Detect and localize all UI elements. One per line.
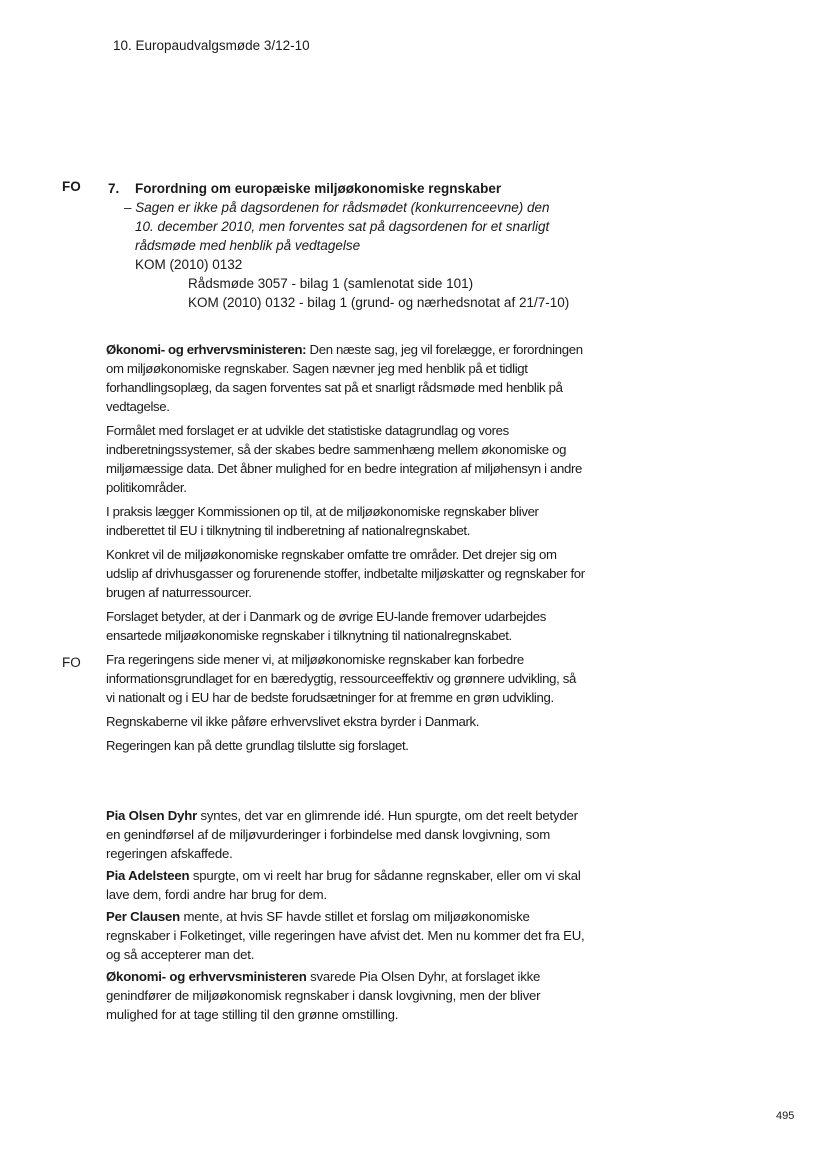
discussion-text: svarede Pia Olsen Dyhr, at forslaget ikke genindfører de miljøøkonomisk regnskaber i dansk lovgivning, men der bliver mulighed for at tage stilling til den grønne omstilling. xyxy=(106,969,541,1022)
discussion-text: mente, at hvis SF havde stillet et forslag om miljøøkonomiske regnskaber i Folketinget, ville regeringen have afvist det. Men nu kommer det fra EU, og så accepterer man det. xyxy=(106,909,585,962)
speaker-name: Økonomi- og erhvervsministeren xyxy=(106,969,307,984)
paragraph: Regnskaberne vil ikke påføre erhvervslivet ekstra byrder i Danmark. xyxy=(106,714,480,729)
discussion xyxy=(106,806,586,1027)
discussion-text: spurgte, om vi reelt har brug for sådanne regnskaber, eller om vi skal lave dem, fordi andre har brug for dem. xyxy=(106,868,581,902)
agenda-note-line: – Sagen er ikke på dagsordenen for rådsmødet (konkurrenceevne) den xyxy=(124,200,550,215)
agenda-reference: Rådsmøde 3057 - bilag 1 (samlenotat side 101) xyxy=(188,276,474,291)
agenda-reference: KOM (2010) 0132 - bilag 1 (grund- og nærhedsnotat af 21/7-10) xyxy=(188,295,570,310)
agenda-title xyxy=(108,179,598,198)
paragraph: Forslaget betyder, at der i Danmark og de øvrige EU-lande fremover udarbejdes ensartede miljøøkonomiske regnskaber i tilknytning til nationalregnskabet. xyxy=(106,609,546,643)
paragraph: Fra regeringens side mener vi, at miljøøkonomiske regnskaber kan forbedre informationsgrundlaget for en bæredygtig, ressourceeffektiv og grønnere udvikling, så vi nationalt og i EU har de bedste forudsætninger for at fremme en grøn udvikling. xyxy=(106,652,576,705)
speaker-name: Per Clausen xyxy=(106,909,181,924)
margin-marker-fo: FO xyxy=(62,179,81,194)
discussion-entry xyxy=(106,967,586,1024)
paragraph-text: Den næste sag, jeg vil forelægge, er forordningen om miljøøkonomiske regnskaber. Sagen nævner jeg med henblik på et tidligt forhandlingsoplæg, da sagen forventes sat på et snarligt rådsmøde med henblik på vedtagelse. xyxy=(106,342,583,414)
paragraph: Konkret vil de miljøøkonomiske regnskaber omfatte tre områder. Det drejer sig om udslip af drivhusgasser og forurenende stoffer, indbetalte miljøskatter og regnskaber for brugen af naturressourcer. xyxy=(106,547,585,600)
discussion-entry xyxy=(106,907,586,964)
discussion-entry xyxy=(106,806,586,863)
agenda-note-line: 10. december 2010, men forventes sat på dagsordenen for et snarligt xyxy=(135,219,550,234)
speaker-name: Økonomi- og erhvervsministeren: xyxy=(106,342,307,357)
agenda-item xyxy=(108,179,598,312)
discussion-text: syntes, det var en glimrende idé. Hun spurgte, om det reelt betyder en genindførsel af de miljøvurderinger i forbindelse med dansk lovgivning, som regeringen afskaffede. xyxy=(106,808,578,861)
margin-marker-fo-2: FO xyxy=(62,655,81,670)
agenda-title-text: Forordning om europæiske miljøøkonomiske regnskaber xyxy=(135,181,502,196)
paragraph: Regeringen kan på dette grundlag tilslutte sig forslaget. xyxy=(106,738,409,753)
speaker-name: Pia Adelsteen xyxy=(106,868,190,883)
agenda-number: 7. xyxy=(108,181,120,196)
minister-statement xyxy=(106,340,586,760)
discussion-entry xyxy=(106,866,586,904)
agenda-kom-ref: KOM (2010) 0132 xyxy=(135,257,243,272)
paragraph: Formålet med forslaget er at udvikle det statistiske datagrundlag og vores indberetningssystemer, så der skabes bedre sammenhæng mellem økonomiske og miljømæssige data. Det åbner mulighed for en bedre integration af miljøhensyn i andre politikområder. xyxy=(106,423,583,495)
page-header: 10. Europaudvalgsmøde 3/12-10 xyxy=(113,38,310,53)
speaker-name: Pia Olsen Dyhr xyxy=(106,808,198,823)
page-number: 495 xyxy=(776,1110,795,1122)
paragraph: I praksis lægger Kommissionen op til, at de miljøøkonomiske regnskaber bliver indberettet til EU i tilknytning til indberetning af nationalregnskabet. xyxy=(106,504,539,538)
agenda-note-line: rådsmøde med henblik på vedtagelse xyxy=(135,238,361,253)
paragraph xyxy=(106,340,586,416)
